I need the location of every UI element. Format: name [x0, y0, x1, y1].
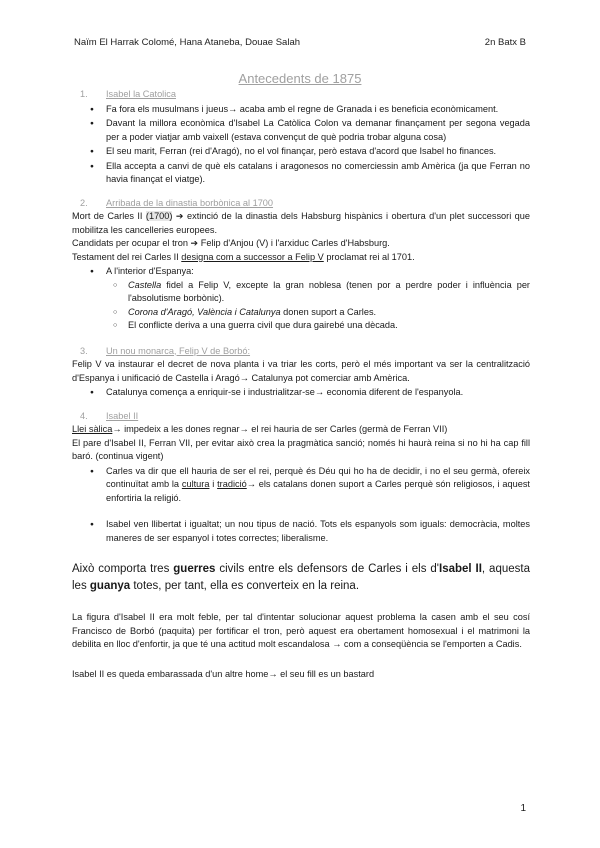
section-2-heading: 2. Arribada de la dinastia borbònica al 1700: [80, 197, 274, 208]
sub-list-item: ○ El conflicte deriva a una guerra civil que dura gairebé una dècada.: [72, 319, 530, 333]
paragraph: Felip V va instaurar el decret de nova planta i va triar les corts, però el més important va ser la centralització d'Espanya i unificació de Castella i Aragó→ Catalunya pot comerciar amb Amèrica.: [72, 359, 530, 383]
sub-list-item: ○ Castella fidel a Felip V, excepte la gran noblesa (tenen por a perdre poder i influència per l'absolutisme borbònic).: [72, 279, 530, 306]
list-item: ● Ella accepta a canvi de què els catalans i aragonesos no comerciessin amb Amèrica (ja que Ferran no havia finançat el viatge).: [72, 160, 530, 187]
page-number: 1: [520, 803, 526, 814]
paragraph: Llei sàlica→ impedeix a les dones regnar→ el rei hauria de ser Carles (germà de Ferran VII): [72, 424, 448, 434]
list-item: ● Catalunya comença a enriquir-se i industrialitzar-se→ economia diferent de l'espanyola.: [72, 386, 530, 400]
page-header: [74, 37, 526, 48]
list-item: ● Fa fora els musulmans i jueus→ acaba amb el regne de Granada i es beneficia econòmicament.: [72, 103, 530, 117]
section-4-heading: 4. Isabel II: [80, 410, 139, 421]
section-1-heading: 1. Isabel la Catolica: [80, 89, 176, 99]
paragraph: Candidats per ocupar el tron ➔ Felip d'Anjou (V) i l'arxiduc Carles d'Habsburg.: [72, 238, 390, 248]
list-item: ● Davant la millora econòmica d'Isabel La Catòlica Colon va demanar finançament per segona vegada per a poder viatjar amb vaixell (estava convençut de què podria trobar alguna cosa): [72, 117, 530, 144]
list-item: ● A l'interior d'Espanya:: [72, 265, 530, 279]
section-3-heading: 3. Un nou monarca, Felip V de Borbó:: [80, 345, 251, 356]
header-authors: Naïm El Harrak Colomé, Hana Ataneba, Douae Salah: [74, 37, 301, 48]
sub-list-item: ○ Corona d'Aragó, València i Catalunya donen suport a Carles.: [72, 306, 530, 320]
header-class: 2n Batx B: [484, 37, 526, 48]
document-body: [72, 88, 530, 681]
document-title: Antecedents de 1875: [238, 71, 362, 86]
paragraph: La figura d'Isabel II era molt feble, per tal d'intentar solucionar aquest problema la casen amb el seu cosí Francisco de Borbó (paquita) per fortificar el tron, però aquest era obertament homosexual i el matrimoni la debilita en lloc d'enfortir, ja que té una actitud molt escandalosa → com a conseqüència se l'emporten a Cadis.: [72, 612, 530, 649]
list-item: ● Carles va dir que ell hauria de ser el rei, perquè és Déu qui ho ha de decidir, i no el seu germà, ofereix continuïtat amb la cultura i tradició→ els catalans donen suport a Carles perquè són religiosos, i aquest enfortiria la religió.: [72, 465, 530, 506]
list-item: ● Isabel ven llibertat i igualtat; un nou tipus de nació. Tots els espanyols som iguals: democràcia, moltes maneres de ser espanyol i totes correctes; liberalisme.: [72, 518, 530, 545]
paragraph: Testament del rei Carles II designa com a successor a Felip V proclamat rei al 1701.: [72, 251, 415, 262]
paragraph: Mort de Carles II (1700) ➔ extinció de la dinastia dels Habsburg hispànics i obertura d'un plet successori que mobilitza les cancelleries europees.: [72, 211, 530, 235]
list-item: ● El seu marit, Ferran (rei d'Aragó), no el vol finançar, però estava d'acord que Isabel ho finances.: [72, 145, 530, 159]
paragraph: El pare d'Isabel II, Ferran VII, per evitar això crea la pragmàtica sanció; només hi haurà reina si no hi ha cap fill baró. (continua vigent): [72, 437, 530, 461]
paragraph: Isabel II es queda embarassada d'un altre home→ el seu fill es un bastard: [72, 668, 375, 679]
highlight-paragraph: Això comporta tres guerres civils entre els defensors de Carles i els d'Isabel II, aquesta les guanya totes, per tant, ella es converteix en la reina.: [72, 563, 530, 592]
